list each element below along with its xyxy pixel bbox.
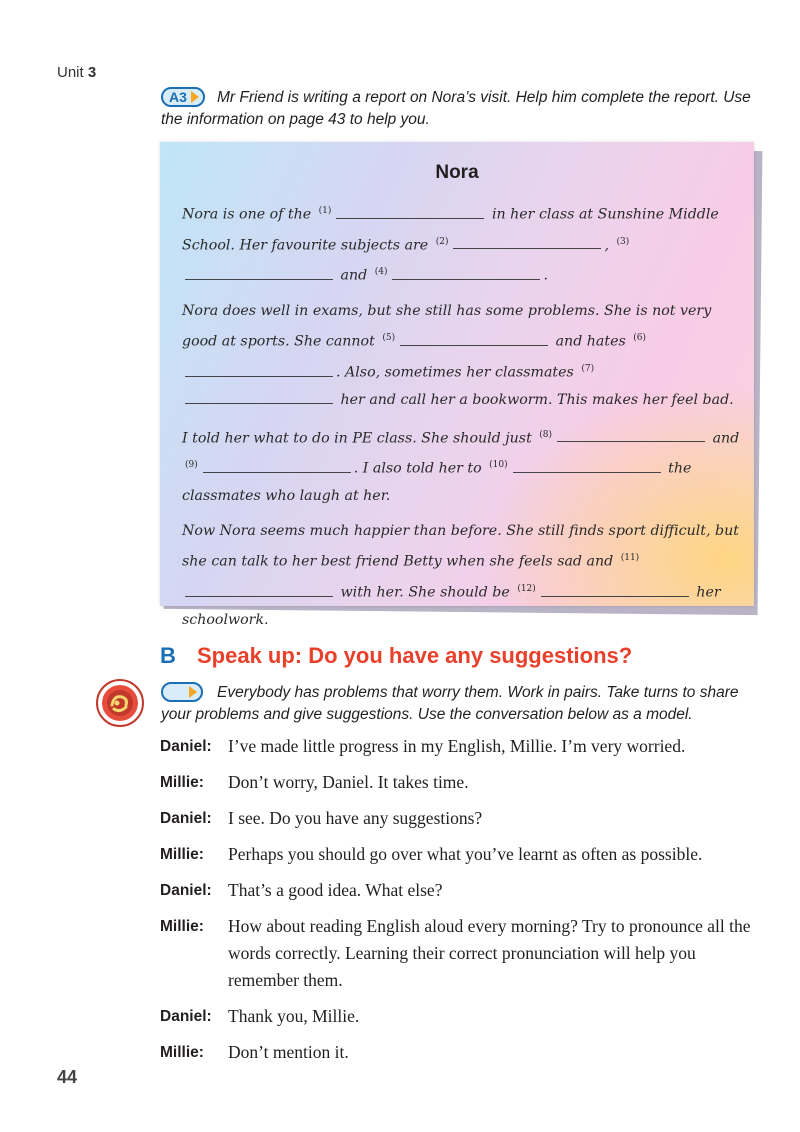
dialogue-line: [160, 733, 760, 760]
speech: That’s a good idea. What else?: [228, 880, 443, 900]
blank-8[interactable]: [557, 429, 705, 442]
a3-badge-label: A3: [169, 89, 187, 105]
a3-instruction: Mr Friend is writing a report on Nora’s visit. Help him complete the report. Use the information on page 43 to help you.: [161, 89, 751, 128]
blank-2[interactable]: [453, 236, 601, 249]
report-text: and hates: [555, 333, 626, 350]
report-text: Nora is one of the: [182, 206, 312, 223]
blank-number-12: (12): [517, 583, 536, 594]
speech: I see. Do you have any suggestions?: [228, 808, 483, 828]
dialogue: [160, 733, 760, 1075]
unit-number: 3: [87, 64, 97, 81]
report-text: and: [712, 430, 740, 447]
report-text: her and call her a bookworm. This makes her feel bad.: [340, 391, 734, 408]
speech: Don’t worry, Daniel. It takes time.: [228, 772, 469, 792]
speaker: Millie:: [160, 1044, 204, 1061]
blank-6[interactable]: [185, 364, 333, 377]
report-text: Nora does well in exams, but she still has some problems. She is not very good at sports. She cannot: [182, 303, 712, 350]
page-number: 44: [57, 1067, 78, 1087]
blank-number-4: (4): [374, 267, 388, 278]
blank-number-9: (9): [185, 460, 198, 471]
speaker: Daniel:: [160, 810, 212, 827]
report-paragraph-4: [182, 518, 742, 633]
blank-12[interactable]: [541, 584, 689, 597]
report-text: ,: [604, 237, 609, 254]
blank-number-10: (10): [489, 460, 508, 471]
speak-up-icon-graphic: [100, 683, 140, 723]
speaker: Millie:: [160, 774, 204, 791]
speaker: Daniel:: [160, 1008, 212, 1025]
dialogue-line: [160, 1039, 760, 1066]
blank-4[interactable]: [392, 267, 540, 280]
play-arrow-icon: [189, 686, 197, 698]
speech: I’ve made little progress in my English, Millie. I’m very worried.: [228, 736, 686, 756]
report-text: with her. She should be: [340, 584, 510, 601]
blank-number-1: (1): [318, 206, 332, 216]
blank-number-6: (6): [633, 333, 647, 344]
section-b-instruction: Everybody has problems that worry them. Work in pairs. Take turns to share your problems and give suggestions. Use the conversation below as a model.: [161, 684, 739, 723]
report-paragraph-3: [182, 422, 742, 510]
report-title: Nora: [435, 162, 479, 183]
speaker: Daniel:: [160, 882, 212, 899]
report-card: [160, 142, 754, 628]
blank-number-8: (8): [539, 429, 553, 440]
blank-9[interactable]: [203, 460, 351, 473]
speech: How about reading English aloud every morning? Try to pronounce all the words correctly. Learning their correct pronunciation will help you remember them.: [228, 916, 751, 990]
blank-3[interactable]: [185, 267, 333, 280]
blank-number-3: (3): [616, 236, 630, 247]
report-text: I told her what to do in PE class. She should just: [182, 430, 532, 447]
dialogue-line: [160, 805, 760, 832]
section-b-badge: [161, 682, 203, 702]
report-text: her schoolwork.: [182, 584, 721, 628]
speaker: Millie:: [160, 918, 204, 935]
speech: Perhaps you should go over what you’ve learnt as often as possible.: [228, 844, 703, 864]
blank-number-5: (5): [382, 333, 396, 344]
report-text: and: [340, 268, 368, 285]
dialogue-line: [160, 1003, 760, 1030]
dialogue-line: [160, 913, 760, 994]
speaker: Daniel:: [160, 738, 212, 755]
report-text: .: [543, 268, 548, 285]
report-body: [182, 198, 742, 642]
report-text: in her class at Sunshine Middle School. Her favourite subjects are: [182, 206, 719, 254]
blank-10[interactable]: [513, 460, 661, 473]
report-paragraph-1: [182, 198, 742, 290]
speaker: Millie:: [160, 846, 204, 863]
dialogue-line: [160, 877, 760, 904]
blank-number-11: (11): [620, 553, 640, 564]
play-arrow-icon: [191, 91, 199, 103]
report-paragraph-2: [182, 298, 742, 413]
blank-7[interactable]: [185, 391, 333, 404]
report-text: the classmates who laugh at her.: [182, 461, 692, 505]
section-b-letter: B: [160, 643, 176, 668]
blank-1[interactable]: [336, 206, 484, 219]
blank-5[interactable]: [400, 333, 548, 346]
report-text: . I also told her to: [353, 461, 482, 478]
section-b-title: Speak up: Do you have any suggestions?: [197, 643, 633, 668]
blank-11[interactable]: [185, 584, 333, 597]
dialogue-line: [160, 841, 760, 868]
blank-number-2: (2): [435, 236, 449, 247]
speak-up-icon: [96, 679, 144, 727]
unit-label: [57, 64, 96, 81]
report-text: Now Nora seems much happier than before. She still finds sport difficult, but she can talk to her best friend Betty when she feels sad and: [182, 523, 739, 570]
speech: Thank you, Millie.: [228, 1006, 360, 1026]
speech: Don’t mention it.: [228, 1042, 349, 1062]
blank-number-7: (7): [581, 363, 595, 374]
report-text: . Also, sometimes her classmates: [336, 364, 574, 381]
a3-badge: [161, 87, 205, 107]
dialogue-line: [160, 769, 760, 796]
unit-word: Unit: [57, 64, 84, 81]
